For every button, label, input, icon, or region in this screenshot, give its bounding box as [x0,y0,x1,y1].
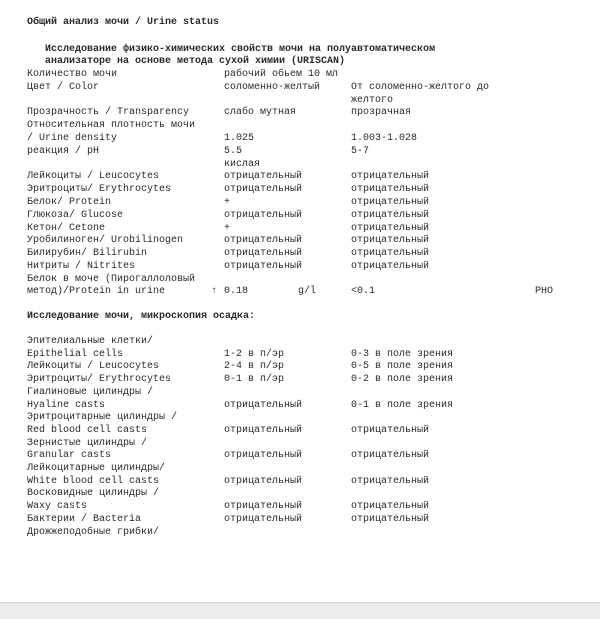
reference-range: желтого [351,94,394,106]
reference-range: <0.1 [351,286,376,297]
reference-range: отрицательный [351,184,430,196]
result-row [0,120,600,133]
reference-range: отрицательный [351,501,430,513]
test-value: отрицательный [224,475,303,487]
result-row [0,361,600,374]
result-row [0,146,600,159]
reference-range: отрицательный [351,424,430,436]
result-row [0,514,600,527]
microscopy-section-title: Исследование мочи, микроскопия осадка: [27,311,256,322]
test-value: отрицательный [224,171,303,183]
test-name: Белок в моче (Пирогаллоловый [27,273,196,285]
test-name: Эритроцитарные цилиндры / [27,412,178,424]
test-value: отрицательный [224,261,303,272]
reference-range: 5-7 [351,145,370,157]
test-value: отрицательный [224,450,303,462]
test-code: PHO [535,286,554,297]
result-row [0,95,600,108]
test-name: Бактерии / Bacteria [27,513,142,525]
result-row [0,184,600,197]
test-value: отрицательный [224,248,303,260]
test-name: Зернистые цилиндры / [27,437,148,449]
test-name: Epithelial cells [27,348,124,360]
reference-range: отрицательный [351,209,430,221]
method-line-1: Исследование физико-химических свойств мочи на полуавтоматическом [45,44,436,55]
test-value: + [224,222,231,234]
test-value: 2-4 в п/эр [224,361,285,373]
test-name: Цвет / Color [27,81,100,93]
test-name: реакция / pH [27,145,100,157]
test-value: 0.18 [224,286,249,297]
reference-range: отрицательный [351,475,430,487]
reference-range: отрицательный [351,248,430,260]
test-name: Кетон/ Cetone [27,222,106,234]
result-row [0,336,600,349]
result-row [0,171,600,184]
method-line-2: анализаторе на основе метода сухой химии (URISCAN) [45,56,346,67]
result-row [0,488,600,501]
result-row [0,425,600,438]
result-row [0,450,600,463]
test-value: 0-1 в п/эр [224,374,285,386]
result-row [0,235,600,248]
result-row [0,527,600,540]
result-row [0,387,600,400]
test-value: отрицательный [224,513,303,525]
reference-range: отрицательный [351,513,430,525]
result-row [0,223,600,236]
test-name: Нитриты / Nitrites [27,261,136,272]
test-name: Белок/ Protein [27,197,112,208]
test-name: Waxy casts [27,501,88,513]
test-name: Уробилиноген/ Urobilinogen [27,235,184,247]
test-value: рабочий обьем 10 мл [224,69,339,80]
reference-range: 0-1 в поле зрения [351,399,454,411]
result-row [0,374,600,387]
reference-range: отрицательный [351,222,430,234]
result-row [0,69,600,82]
reference-range: отрицательный [351,235,430,247]
reference-range: 0-5 в поле зрения [351,361,454,373]
test-name: / Urine density [27,133,118,144]
test-value: отрицательный [224,501,303,513]
result-row [0,274,600,287]
reference-range: прозрачная [351,107,412,119]
result-row [0,159,600,172]
test-name: Лейкоциты / Leucocytes [27,361,160,373]
test-value: кислая [224,158,261,170]
result-row [0,349,600,362]
test-value: отрицательный [224,424,303,436]
test-name: Билирубин/ Bilirubin [27,248,148,260]
result-row [0,463,600,476]
result-row [0,412,600,425]
abnormal-flag-icon: ↑ [211,286,218,297]
result-row [0,82,600,95]
test-name: Лейкоцитарные цилиндры/ [27,463,166,474]
result-row [0,501,600,514]
test-value: отрицательный [224,209,303,221]
bottom-scroll-strip [0,602,600,619]
test-name: Red blood cell casts [27,424,148,436]
reference-range: 1.003-1.028 [351,133,418,144]
result-row [0,107,600,120]
protein-in-urine-row [0,286,600,299]
test-unit: g/l [298,286,317,297]
reference-range: 0-3 в поле зрения [351,348,454,360]
reference-range: отрицательный [351,261,430,272]
test-name: White blood cell casts [27,475,160,487]
reference-range: От соломенно-желтого до [351,81,490,93]
test-name: Лейкоциты / Leucocytes [27,171,160,183]
test-name: Относительная плотность мочи [27,120,196,132]
test-value: 1-2 в п/эр [224,348,285,360]
test-name: Гиалиновые цилиндры / [27,386,154,398]
test-value: отрицательный [224,235,303,247]
result-row [0,133,600,146]
report-title: Общий анализ мочи / Urine status [27,17,220,28]
test-name: Эритроциты/ Erythrocytes [27,374,172,386]
test-value: отрицательный [224,184,303,196]
result-row [0,210,600,223]
result-row [0,438,600,451]
test-value: отрицательный [224,399,303,411]
test-value: 1.025 [224,133,255,144]
test-value: + [224,197,231,208]
test-name: метод)/Protein in urine [27,286,166,297]
reference-range: отрицательный [351,171,430,183]
test-name: Hyaline casts [27,399,106,411]
test-name: Эпителиальные клетки/ [27,336,154,347]
reference-range: отрицательный [351,197,430,208]
test-value: соломенно-желтый [224,81,321,93]
test-name: Прозрачность / Transparency [27,107,190,119]
result-row [0,400,600,413]
test-name: Восковидные цилиндры / [27,488,160,500]
result-row [0,476,600,489]
test-value: слабо мутная [224,107,297,119]
test-name: Глюкоза/ Glucose [27,209,124,221]
result-row [0,248,600,261]
reference-range: 0-2 в поле зрения [351,374,454,386]
test-name: Количество мочи [27,69,118,80]
test-name: Granular casts [27,450,112,462]
test-name: Дрожжеподобные грибки/ [27,526,160,538]
test-name: Эритроциты/ Erythrocytes [27,184,172,196]
result-row [0,197,600,210]
test-value: 5.5 [224,145,243,157]
result-row [0,261,600,274]
reference-range: отрицательный [351,450,430,462]
